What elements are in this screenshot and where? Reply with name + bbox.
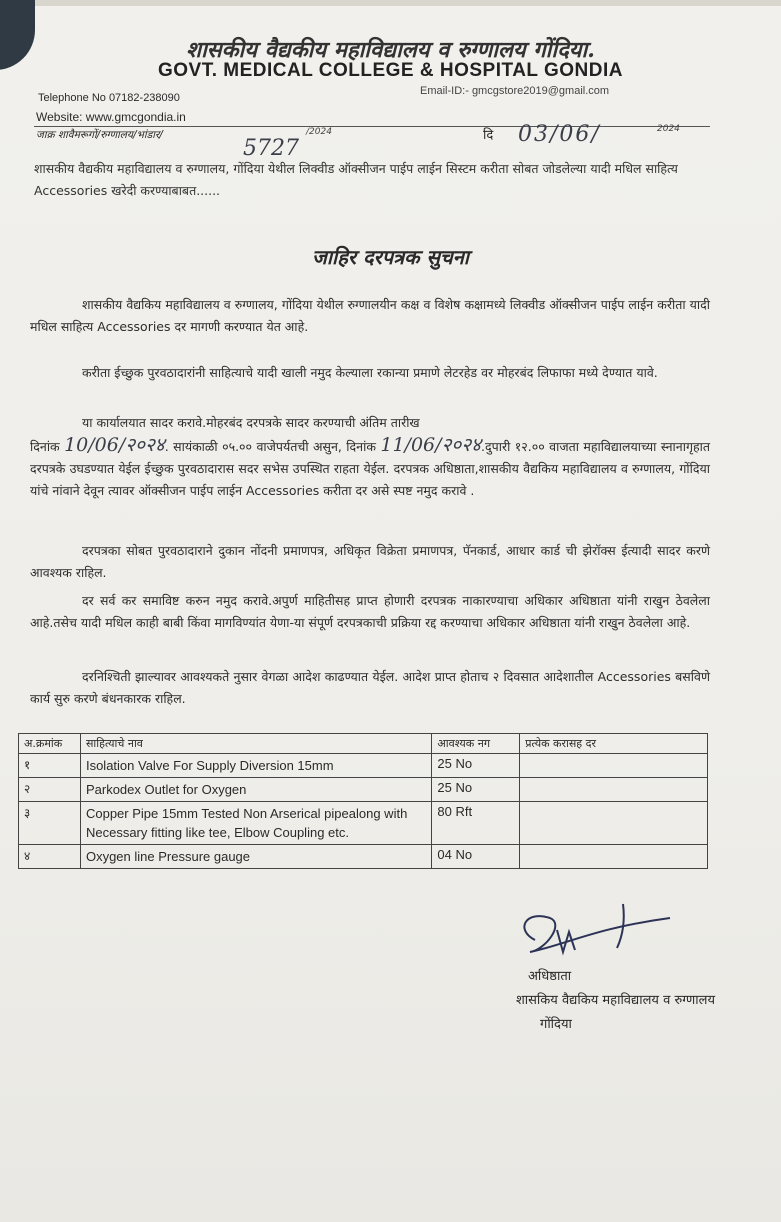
table-header-row <box>19 734 708 754</box>
header-divider <box>34 126 710 127</box>
row-serial: १ <box>19 754 81 778</box>
col-header-serial: अ.क्रमांक <box>19 734 81 754</box>
date-year: 2024 <box>657 124 680 134</box>
paragraph-3 <box>30 412 710 502</box>
paragraph-1: शासकीय वैद्यकिय महाविद्यालय व रुग्णालय, गोंदिया येथील रुग्णालयीन कक्ष व विशेष कक्षामध्ये लिक्वीड ऑक्सीजन पाईप लाईन करीता यादी मधिल साहित्य Accessories दर मागणी करण्यात येत आहे. <box>30 297 710 334</box>
notice-title: जाहिर दरपत्रक सुचना <box>312 245 469 269</box>
row-qty: 25 No <box>432 754 520 778</box>
row-rate <box>520 778 708 802</box>
page-top-band <box>0 0 781 6</box>
paragraph-5: दर सर्व कर समाविष्ट करुन नमुद करावे.अपुर्ण माहितीसह प्राप्त होणारी दरपत्रक नाकारण्याचा अधिकार अधिष्ठाता यांनी राखुन ठेवलेला आहे.तसेच यादी मधिल काही बाबी किंवा मागविण्यांत येणा-या संपूर्ण दरपत्रकाची प्रक्रिया रद्द करण्याचा अधिकार अधिष्ठाता यांनी राखुन ठेवलेला आहे. <box>30 593 710 630</box>
row-qty: 04 No <box>432 845 520 869</box>
table-row <box>19 802 708 845</box>
email-address: Email-ID:- gmcgstore2019@gmail.com <box>420 85 610 97</box>
row-rate <box>520 754 708 778</box>
letterhead-title-marathi: शासकीय वैद्यकीय महाविद्यालय व रुग्णालय गोंदिया. <box>186 37 595 63</box>
paragraph-3-line-1: या कार्यालयात सादर करावे.मोहरबंद दरपत्रके सादर करण्याची अंतिम तारीख <box>82 415 420 430</box>
paragraph-2: करीता ईच्छुक पुरवठादारांनी साहित्याचे यादी खाली नमुद केल्याला रकान्या प्रमाणे लेटरहेड वर मोहरबंद लिफाफा मध्ये देण्यात यावे. <box>82 365 658 380</box>
row-serial: ४ <box>19 845 81 869</box>
row-qty: 25 No <box>432 778 520 802</box>
date-value: 03/06/ <box>518 122 601 147</box>
row-item: Parkodex Outlet for Oxygen <box>80 778 431 802</box>
signatory-city: गोंदिया <box>540 1017 572 1032</box>
telephone-number: Telephone No 07182-238090 <box>38 92 180 104</box>
reference-number: 5727 <box>243 136 299 161</box>
table-row <box>19 754 708 778</box>
signatory-designation: अधिष्ठाता <box>528 969 572 984</box>
col-header-item: साहित्याचे नाव <box>80 734 431 754</box>
table-row <box>19 845 708 869</box>
row-item: Oxygen line Pressure gauge <box>80 845 431 869</box>
col-header-qty: आवश्यक नग <box>432 734 520 754</box>
row-item: Copper Pipe 15mm Tested Non Arserical pipealong with Necessary fitting like tee, Elbow Coupling etc. <box>80 802 431 845</box>
website-address: Website: www.gmcgondia.in <box>36 110 186 124</box>
row-item: Isolation Valve For Supply Diversion 15mm <box>80 754 431 778</box>
paragraph-3-date-prefix: दिनांक <box>30 439 60 454</box>
row-serial: २ <box>19 778 81 802</box>
signatory-organization: शासकिय वैद्यकिय महाविद्यालय व रुग्णालय <box>515 993 715 1008</box>
row-rate <box>520 802 708 845</box>
reference-year: /2024 <box>306 127 332 137</box>
date-label: दि <box>483 128 494 143</box>
subject-line: शासकीय वैद्यकीय महाविद्यालय व रुग्णालय, गोंदिया येथील लिक्वीड ऑक्सीजन पाईप लाईन सिस्टम करीता सोबत जोडलेल्या यादी मधिल साहित्य Accessories खरेदी करण्याबाबत...... <box>34 161 678 198</box>
col-header-rate: प्रत्येक करासह दर <box>520 734 708 754</box>
row-qty: 80 Rft <box>432 802 520 845</box>
paragraph-3-rest: .दुपारी १२.०० वाजता महाविद्यालयाच्या स्नानागृहात दरपत्रके उघडण्यात येईल ईच्छुक पुरवठादारास सदर सभेस उपस्थित राहता येईल. दरपत्रक अधिष्ठाता,शासकीय वैद्यकिय महाविद्यालय व रुग्णालय, गोंदिया यांचे नांवाने देवून त्यावर ऑक्सीजन पाईप लाईन Accessories करीता दर असे स्पष्ट नमुद करावे . <box>30 439 710 498</box>
row-serial: ३ <box>19 802 81 845</box>
table-row <box>19 778 708 802</box>
reference-label: जाक्र शावैमरूगों/रुग्णालय/भांडार/ <box>36 129 163 141</box>
opening-date: 11/06/२०२४ <box>380 434 482 456</box>
dean-signature <box>505 900 675 970</box>
paragraph-3-mid: . सायंकाळी ०५.०० वाजेपर्यतची असुन, दिनांक <box>164 439 376 454</box>
accessories-table <box>18 733 708 869</box>
submission-deadline-date: 10/06/२०२४ <box>64 434 165 456</box>
paragraph-6: दरनिश्चिती झाल्यावर आवश्यकते नुसार वेगळा आदेश काढण्यात येईल. आदेश प्राप्त होताच २ दिवसात आदेशातील Accessories बसविणे कार्य सुरु करणे बंधनकारक राहिल. <box>30 669 710 706</box>
letterhead-title-english: GOVT. MEDICAL COLLEGE & HOSPITAL GONDIA <box>158 60 623 81</box>
row-rate <box>520 845 708 869</box>
paragraph-4: दरपत्रका सोबत पुरवठादाराने दुकान नोंदनी प्रमाणपत्र, अधिकृत विक्रेता प्रमाणपत्र, पॅनकार्ड, आधार कार्ड ची झेरॉक्स ईत्यादी सादर करणे आवश्यक राहिल. <box>30 543 710 580</box>
